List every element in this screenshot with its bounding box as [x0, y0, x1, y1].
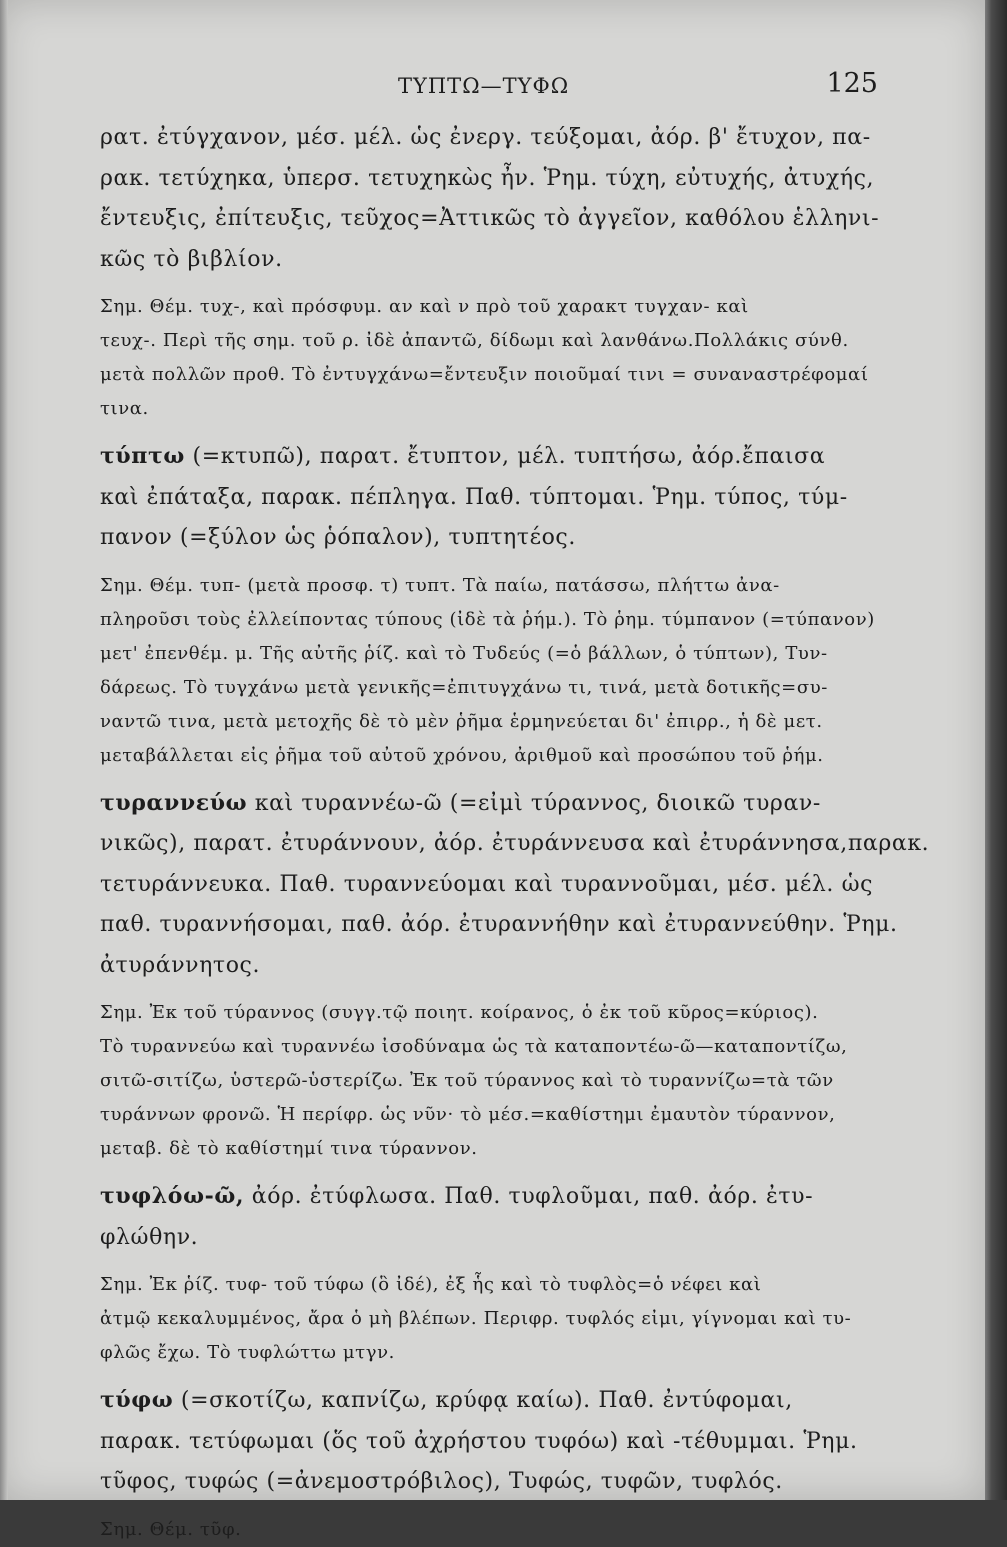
entry-typho [100, 1380, 890, 1503]
text-line: κῶς τὸ βιβλίον. [100, 246, 283, 272]
note-line: τινα. [100, 398, 149, 419]
note-line: μεταβ. δὲ τὸ καθίστημί τινα τύραννον. [100, 1138, 478, 1159]
note-line: μεταβάλλεται εἰς ῥῆμα τοῦ αὐτοῦ χρόνου, ἀριθμοῦ καὶ προσώπου τοῦ ῥήμ. [100, 744, 824, 766]
note-line: Σημ. Θέμ. τυπ- (μετὰ προσφ. τ) τυπτ. Τὰ παίω, πατάσσω, πλήττω ἀνα- [100, 574, 780, 596]
text-line: παθ. τυραννήσομαι, παθ. ἀόρ. ἐτυραννήθην καὶ ἐτυραννεύθην. Ῥημ. [100, 912, 898, 937]
text-line: παρακ. τετύφωμαι (ὅς τοῦ ἀχρήστου τυφόω) καὶ -τέθυμμαι. Ῥημ. [100, 1428, 858, 1454]
entry-tyranneuo [100, 783, 930, 987]
headword-tyranneuo: τυραννεύω [100, 789, 248, 816]
note-tynchano [100, 290, 890, 426]
headword-typho: τύφω [100, 1387, 174, 1413]
page-binding-edge [0, 0, 8, 1500]
note-line: Σημ. Ἐκ ῥίζ. τυφ- τοῦ τύφω (ὃ ἰδέ), ἐξ ἧς καὶ τὸ τυφλὸς=ὁ νέφει καὶ [100, 1274, 762, 1295]
entry-typto [100, 436, 890, 559]
note-typto [100, 569, 890, 773]
text-line: ἀτυράννητος. [100, 952, 261, 978]
note-line: μετ' ἐπενθέμ. μ. Τῆς αὐτῆς ῥίζ. καὶ τὸ Τυδεύς (=ὁ βάλλων, ὁ τύπτων), Τυν- [100, 642, 828, 664]
text-line: ἀόρ. ἐτύφλωσα. Παθ. τυφλοῦμαι, παθ. ἀόρ. ἐτυ- [244, 1184, 814, 1209]
text-line: νικῶς), παρατ. ἐτυράννουν, ἀόρ. ἐτυράννευσα καὶ ἐτυράννησα,παρακ. [100, 831, 930, 856]
text-line: καὶ ἐπάταξα, παρακ. πέπληγα. Παθ. τύπτομαι. Ῥημ. τύπος, τύμ- [100, 484, 848, 510]
note-line: σιτῶ-σιτίζω, ὑστερῶ-ὑστερίζω. Ἐκ τοῦ τύραννος καὶ τὸ τυραννίζω=τὰ τῶν [100, 1070, 834, 1091]
note-line: τυράννων φρονῶ. Ἡ περίφρ. ὡς νῦν· τὸ μέσ.=καθίστημι ἐμαυτὸν τύραννον, [100, 1104, 836, 1125]
note-line: φλῶς ἔχω. Τὸ τυφλώττω μτγν. [100, 1342, 395, 1363]
text-line: τετυράννευκα. Παθ. τυραννεύομαι καὶ τυραννοῦμαι, μέσ. μέλ. ὡς [100, 871, 874, 897]
page-body [100, 118, 930, 1547]
text-line: (=κτυπῶ), παρατ. ἔτυπτον, μέλ. τυπτήσω, ἀόρ.ἔπαισα [184, 444, 826, 469]
note-line: τευχ-. Περὶ τῆς σημ. τοῦ ρ. ἰδὲ ἀπαντῶ, δίδωμι καὶ λανθάνω.Πολλάκις σύνθ. [100, 330, 849, 351]
text-line: ρατ. ἐτύγχανον, μέσ. μέλ. ὡς ἐνεργ. τεύξομαι, ἀόρ. β' ἔτυχον, πα- [100, 125, 871, 150]
note-line: Σημ. Ἐκ τοῦ τύραννος (συγγ.τῷ ποιητ. κοίρανος, ὁ ἐκ τοῦ κῦρος=κύριος). [100, 1002, 819, 1023]
note-tyranneuo [100, 996, 890, 1166]
note-typho [100, 1513, 890, 1547]
text-line: τῦφος, τυφώς (=ἀνεμοστρόβιλος), Τυφώς, τυφῶν, τυφλός. [100, 1469, 783, 1494]
headword-typhloo: τυφλόω-ῶ, [100, 1183, 245, 1209]
note-line: Σημ. Θέμ. τῦφ. [100, 1518, 242, 1540]
running-title: ΤΥΠΤΩ—ΤΥΦΩ [398, 74, 570, 98]
scan-dark-edge [985, 0, 1007, 1500]
note-line: ναντῶ τινα, μετὰ μετοχῆς δὲ τὸ μὲν ῥῆμα ἑρμηνεύεται δι' ἐπιρρ., ἡ δὲ μετ. [100, 710, 823, 732]
text-line: πανον (=ξύλον ὡς ῥόπαλον), τυπτητέος. [100, 525, 576, 550]
note-typhloo [100, 1268, 890, 1370]
note-line: μετὰ πολλῶν προθ. Τὸ ἐντυγχάνω=ἔντευξιν ποιοῦμαί τινι = συναναστρέφομαί [100, 364, 869, 385]
note-line: ἀτμῷ κεκαλυμμένος, ἄρα ὁ μὴ βλέπων. Περιφρ. τυφλός εἰμι, γίγνομαι καὶ τυ- [100, 1308, 852, 1329]
text-line: καὶ τυραννέω-ῶ (=εἰμὶ τύραννος, διοικῶ τυραν- [247, 790, 821, 816]
entry-typhloo [100, 1176, 890, 1258]
note-line: πληροῦσι τοὺς ἐλλείποντας τύπους (ἰδὲ τὰ ῥήμ.). Τὸ ῥημ. τύμπανον (=τύπανον) [100, 608, 875, 630]
note-line: δάρεως. Τὸ τυγχάνω μετὰ γενικῆς=ἐπιτυγχάνω τι, τινά, μετὰ δοτικῆς=συ- [100, 676, 828, 698]
note-line: Σημ. Θέμ. τυχ-, καὶ πρόσφυμ. αν καὶ ν πρὸ τοῦ χαρακτ τυγχαν- καὶ [100, 296, 749, 317]
entry-paragraph-continuation [100, 118, 890, 280]
note-line: Τὸ τυραννεύω καὶ τυραννέω ἰσοδύναμα ὡς τὰ καταποντέω-ῶ—καταποντίζω, [100, 1036, 848, 1057]
text-line: ρακ. τετύχηκα, ὑπερσ. τετυχηκὼς ἦν. Ῥημ. τύχη, εὐτυχής, ἀτυχής, [100, 165, 875, 191]
page-header [88, 68, 878, 108]
headword-typto: τύπτω [100, 443, 185, 469]
text-line: ἔντευξις, ἐπίτευξις, τεῦχος=Ἀττικῶς τὸ ἀγγεῖον, καθόλου ἑλληνι- [100, 206, 880, 231]
text-line: φλώθην. [100, 1224, 199, 1250]
text-line: (=σκοτίζω, καπνίζω, κρύφᾳ καίω). Παθ. ἐντύφομαι, [173, 1388, 793, 1413]
page-number: 125 [826, 68, 878, 99]
